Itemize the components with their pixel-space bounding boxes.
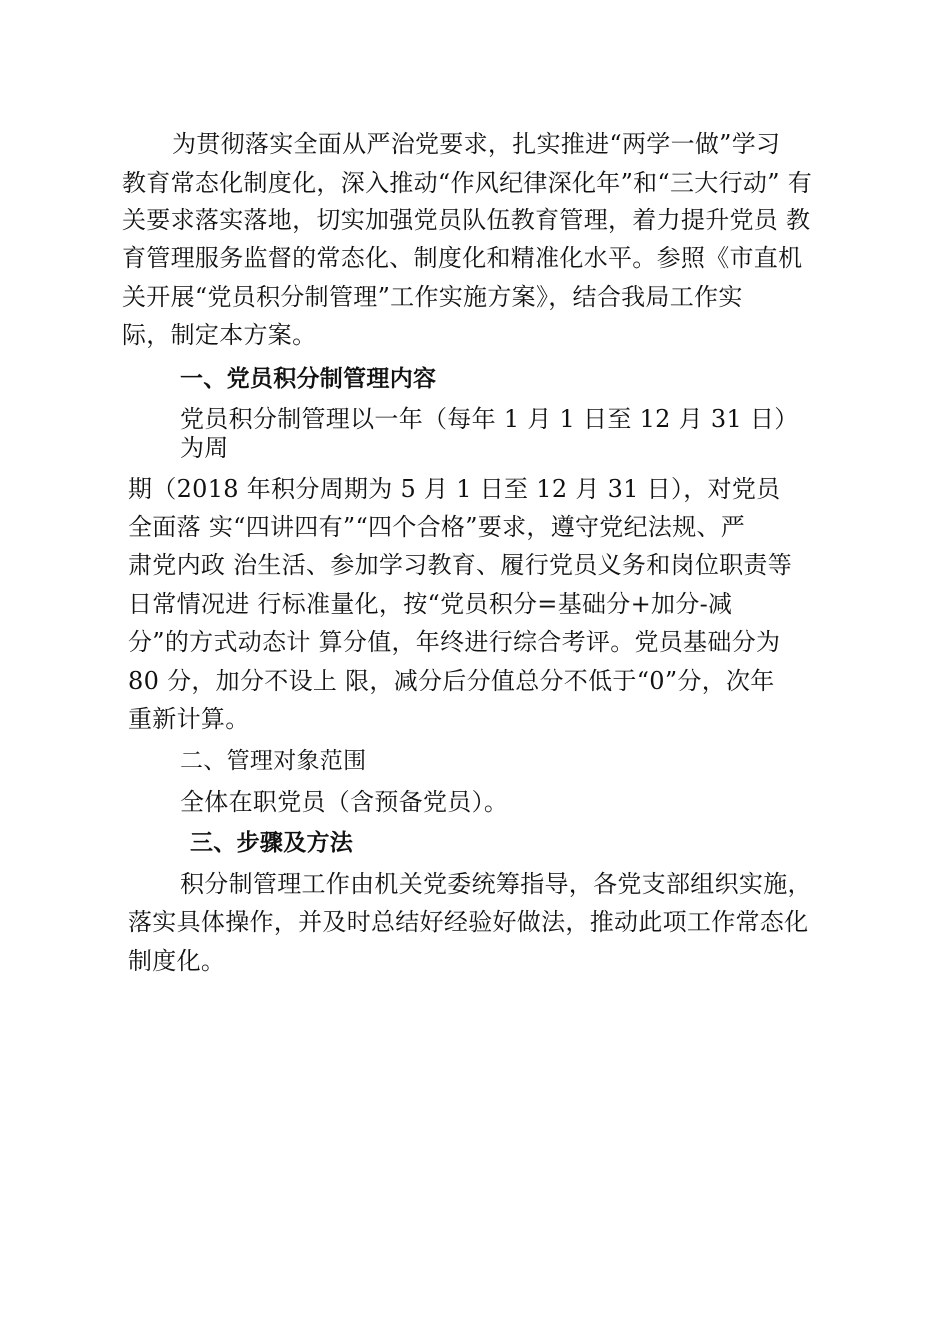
intro-line-1: 为贯彻落实全面从严治党要求，扎实推进“两学一做”学习 bbox=[172, 130, 781, 158]
section-1-line-4: 全面落 实“四讲四有”“四个合格”要求，遵守党纪法规、严 bbox=[128, 513, 746, 541]
section-1-line-7: 分”的方式动态计 算分值，年终进行综合考评。党员基础分为 bbox=[128, 628, 781, 656]
intro-line-3: 关要求落实落地，切实加强党员队伍教育管理，着力提升党员 教 bbox=[122, 206, 811, 234]
section-1-line-2: 为周 bbox=[180, 434, 229, 462]
intro-line-2: 教育常态化制度化，深入推动“作风纪律深化年”和“三大行动” 有 bbox=[122, 169, 813, 197]
section-3-heading: 三、步骤及方法 bbox=[190, 830, 354, 856]
section-2-heading: 二、管理对象范围 bbox=[180, 748, 367, 774]
intro-line-6: 际，制定本方案。 bbox=[122, 321, 317, 349]
section-1-line-9: 重新计算。 bbox=[128, 705, 250, 733]
section-1-line-6: 日常情况进 行标准量化，按“党员积分=基础分+加分-减 bbox=[128, 590, 733, 618]
section-1-line-8: 80 分，加分不设上 限，减分后分值总分不低于“0”分，次年 bbox=[128, 667, 775, 695]
section-1-heading: 一、党员积分制管理内容 bbox=[180, 366, 437, 392]
intro-line-5: 关开展“党员积分制管理”工作实施方案》，结合我局工作实 bbox=[122, 283, 743, 311]
section-3-line-2: 落实具体操作，并及时总结好经验好做法，推动此项工作常态化 bbox=[128, 908, 809, 936]
section-1-line-5: 肃党内政 治生活、参加学习教育、履行党员义务和岗位职责等 bbox=[128, 551, 793, 579]
section-2-line-1: 全体在职党员（含预备党员）。 bbox=[180, 788, 509, 816]
section-1-line-1: 党员积分制管理以一年（每年 1 月 1 日至 12 月 31 日） bbox=[180, 405, 799, 433]
section-3-line-3: 制度化。 bbox=[128, 947, 226, 975]
section-3-line-1: 积分制管理工作由机关党委统筹指导，各党支部组织实施， bbox=[180, 870, 812, 898]
section-1-line-3: 期（2018 年积分周期为 5 月 1 日至 12 月 31 日），对党员 bbox=[128, 475, 781, 503]
intro-line-4: 育管理服务监督的常态化、制度化和精准化水平。参照《市直机 bbox=[122, 244, 803, 272]
